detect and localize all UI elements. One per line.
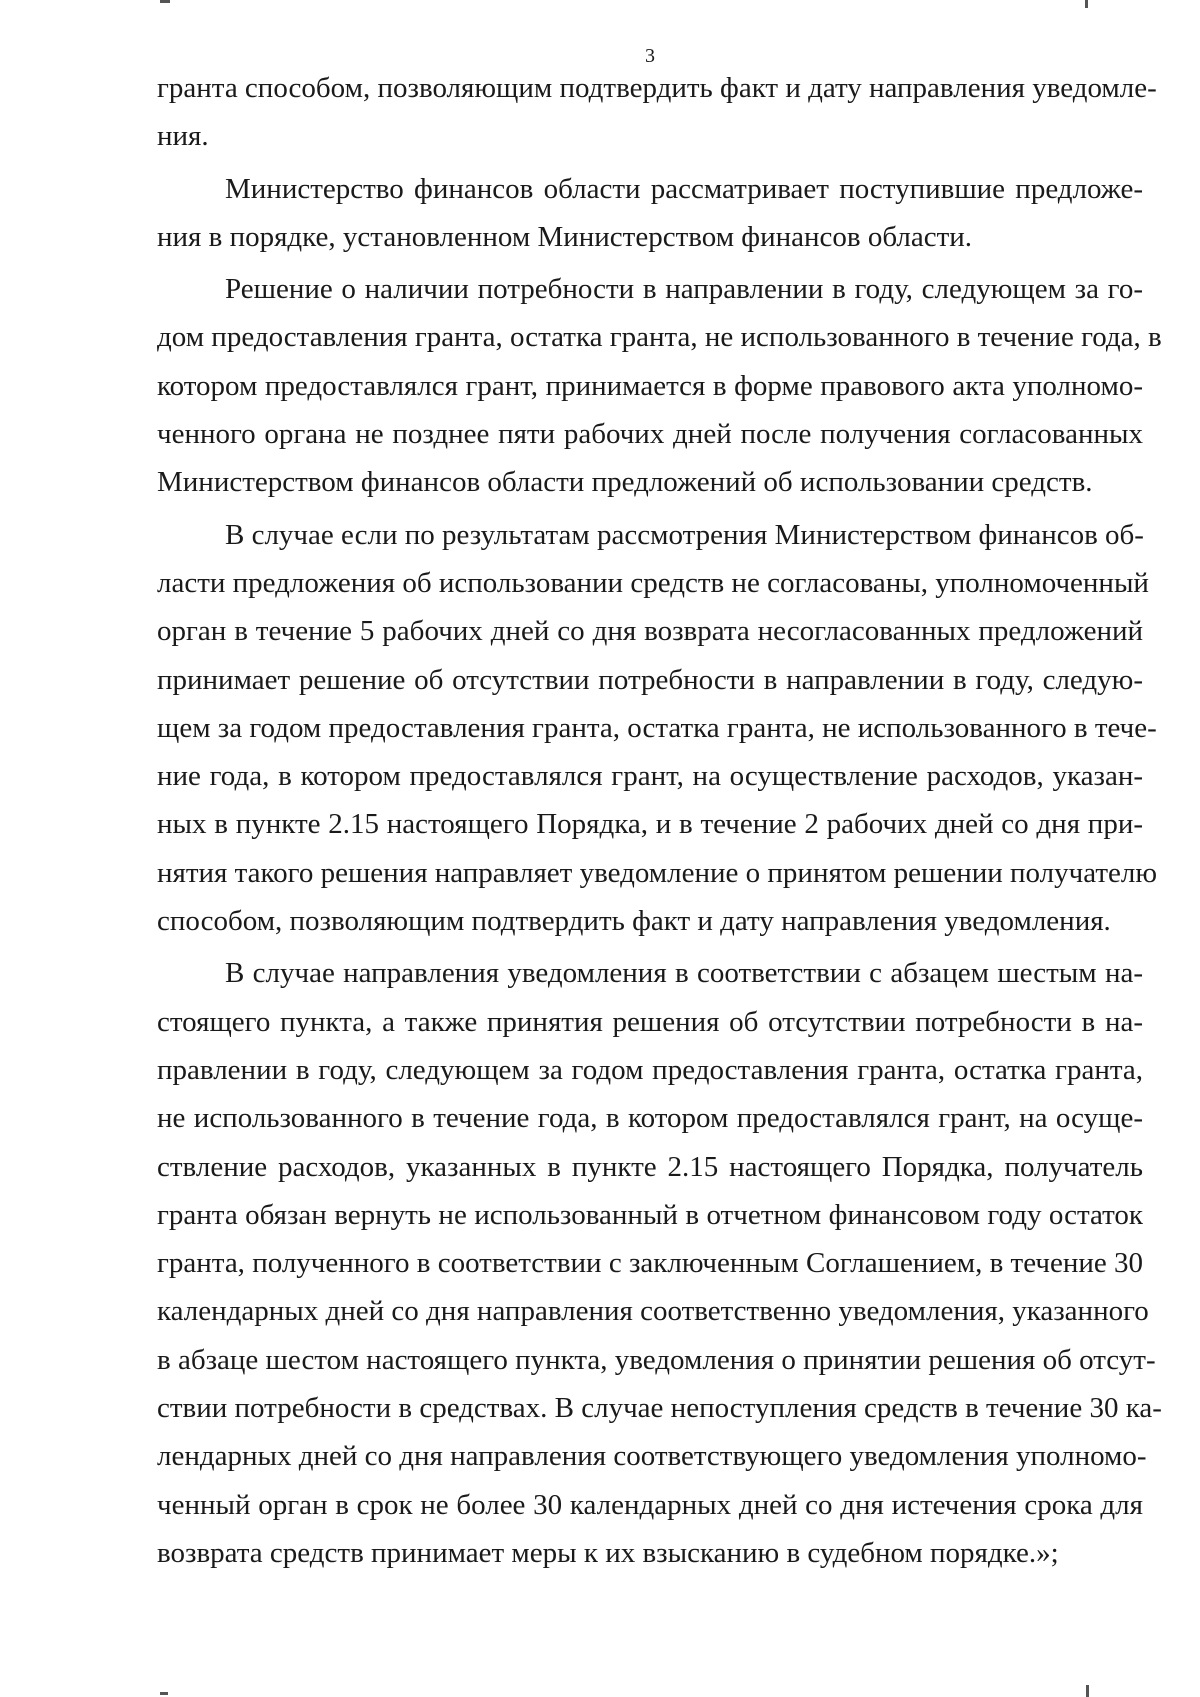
text-line: Решение о наличии потребности в направлении в году, следующем за го- <box>225 273 1143 306</box>
text-line: принимает решение об отсутствии потребности в направлении в году, следую- <box>157 663 1143 696</box>
paragraph <box>157 511 1158 946</box>
paragraph <box>157 949 1162 1577</box>
scan-mark-bottom-left <box>160 1692 168 1695</box>
text-line: котором предоставлялся грант, принимается в форме правового акта уполномо- <box>157 369 1143 402</box>
text-line: гранта способом, позволяющим подтвердить факт и дату направления уведомле- <box>157 72 1157 104</box>
text-line: календарных дней со дня направления соответственно уведомления, указанного <box>157 1295 1149 1328</box>
text-line: щем за годом предоставления гранта, остатка гранта, не использованного в тече- <box>157 711 1157 744</box>
text-line: ствии потребности в средствах. В случае непоступления средств в течение 30 ка- <box>157 1392 1162 1425</box>
text-line: ных в пункте 2.15 настоящего Порядка, и в течение 2 рабочих дней со дня при- <box>157 808 1143 841</box>
text-line: лендарных дней со дня направления соответствующего уведомления уполномо- <box>157 1440 1147 1473</box>
text-line: В случае если по результатам рассмотрения Министерством финансов об- <box>225 518 1144 551</box>
scan-mark-bottom-right <box>1086 1685 1089 1697</box>
text-line: Министерство финансов области рассматривает поступившие предложе- <box>225 172 1143 205</box>
document-body <box>157 64 1162 1577</box>
text-line: ния в порядке, установленном Министерством финансов области. <box>157 220 973 253</box>
text-line: гранта, полученного в соответствии с заключенным Соглашением, в течение 30 <box>157 1247 1143 1280</box>
page-number: 3 <box>645 45 655 67</box>
text-line: орган в течение 5 рабочих дней со дня возврата несогласованных предложений <box>157 615 1143 648</box>
text-line: ченный орган в срок не более 30 календарных дней со дня истечения срока для <box>157 1488 1143 1521</box>
text-line: стоящего пункта, а также принятия решения об отсутствии потребности в на- <box>157 1005 1143 1038</box>
text-line: В случае направления уведомления в соответствии с абзацем шестым на- <box>225 957 1143 990</box>
text-line: способом, позволяющим подтвердить факт и дату направления уведомления. <box>157 905 1111 938</box>
paragraph <box>157 265 1162 506</box>
text-line: гранта обязан вернуть не использованный в отчетном финансовом году остаток <box>157 1198 1143 1231</box>
text-line: в абзаце шестом настоящего пункта, уведомления о принятии решения об отсут- <box>157 1343 1156 1376</box>
scan-mark-top-left <box>160 0 170 3</box>
paragraph <box>157 165 1143 262</box>
text-line: правлении в году, следующем за годом предоставления гранта, остатка гранта, <box>157 1053 1143 1086</box>
text-line: возврата средств принимает меры к их взысканию в судебном порядке.»; <box>157 1536 1059 1569</box>
text-line: ченного органа не позднее пяти рабочих дней после получения согласованных <box>157 418 1143 451</box>
text-line: ние года, в котором предоставлялся грант, на осуществление расходов, указан- <box>157 760 1143 793</box>
paragraph <box>157 64 1157 161</box>
text-line: ласти предложения об использовании средств не согласованы, уполномоченный <box>157 566 1149 599</box>
text-line: не использованного в течение года, в котором предоставлялся грант, на осуще- <box>157 1102 1143 1135</box>
text-line: ния. <box>157 120 209 153</box>
text-line: дом предоставления гранта, остатка гранта, не использованного в течение года, в <box>157 321 1162 354</box>
text-line: нятия такого решения направляет уведомление о принятом решении получателю <box>157 856 1158 889</box>
scan-mark-top-right <box>1085 0 1088 8</box>
text-line: ствление расходов, указанных в пункте 2.15 настоящего Порядка, получатель <box>157 1150 1143 1183</box>
text-line: Министерством финансов области предложений об использовании средств. <box>157 466 1093 499</box>
